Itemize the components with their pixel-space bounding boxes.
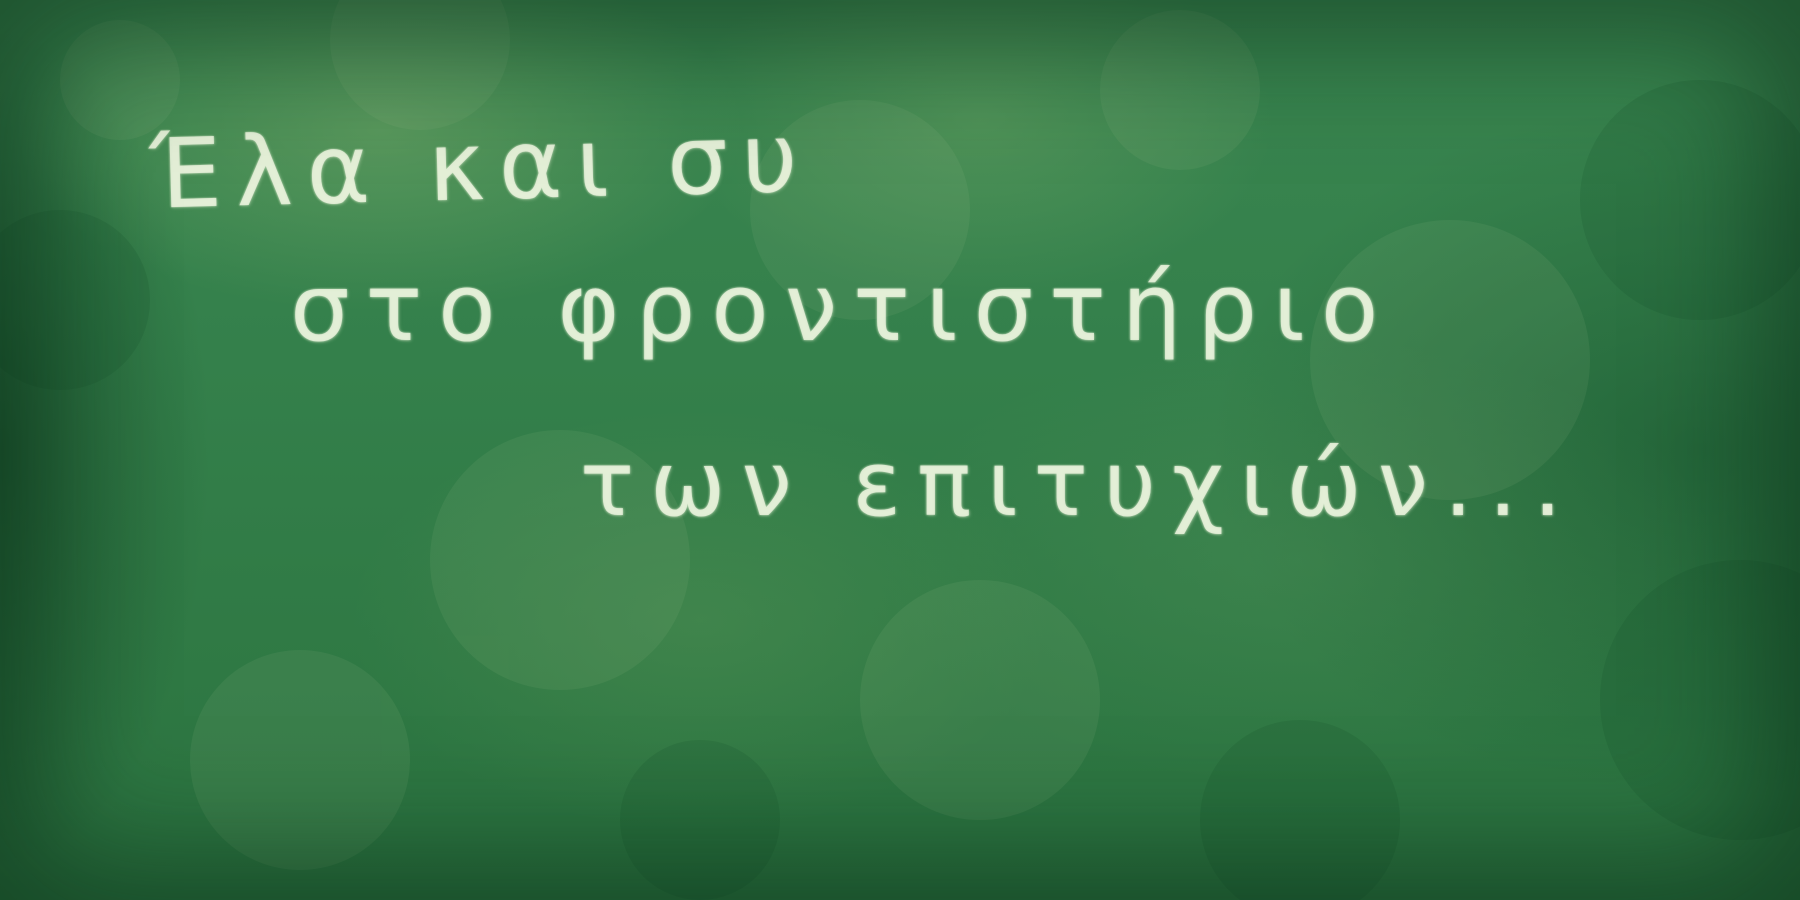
chalk-line-2: στο φροντιστήριο <box>290 254 1395 363</box>
chalk-line-1: Έλα και συ <box>148 101 813 231</box>
chalk-line-3: των επιτυχιών... <box>580 432 1578 537</box>
